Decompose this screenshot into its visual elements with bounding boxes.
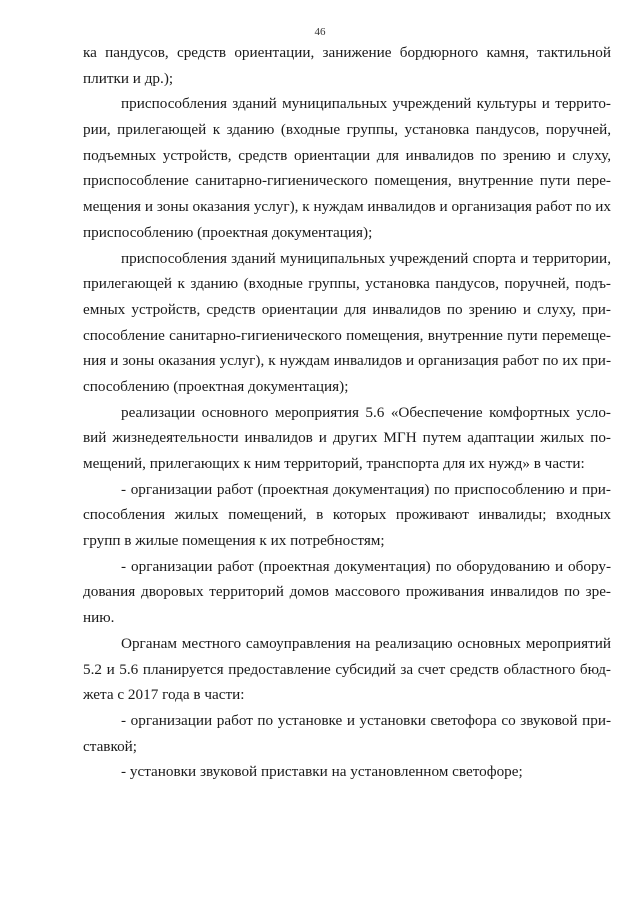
paragraph [83,708,611,759]
paragraph [83,759,611,785]
paragraph-line: способлению (проектная документация); [83,377,349,395]
paragraph [83,40,611,91]
paragraph-line: подъемных устройств, средств ориентации для инвалидов по зрению и слуху, [83,146,611,164]
paragraph-line: реализации основного мероприятия 5.6 «Обеспечение комфортных усло- [121,403,611,421]
paragraph [83,91,611,245]
paragraph-line: приспособления зданий муниципальных учреждений спорта и территории, [121,249,611,267]
paragraph-line: приспособлению (проектная документация); [83,223,373,241]
paragraph-line: Органам местного самоуправления на реализацию основных мероприятий [121,634,611,652]
paragraph [83,477,611,554]
paragraph-line: дования дворовых территорий домов массового проживания инвалидов по зре- [83,583,611,601]
paragraph-line: рии, прилегающей к зданию (входные группы, установка пандусов, поручней, [83,121,611,139]
paragraph-line: плитки и др.); [83,69,174,87]
paragraph [83,631,611,708]
paragraph-line: прилегающей к зданию (входные группы, установка пандусов, поручней, подъ- [83,275,611,293]
paragraph-line: жета с 2017 года в части: [83,686,245,704]
document-body [83,40,611,785]
paragraph-line: приспособление санитарно-гигиенического помещения, внутренние пути пере- [83,172,611,190]
page-number: 46 [314,26,326,38]
paragraph-line: 5.2 и 5.6 планируется предоставление субсидий за счет средств областного бюд- [83,660,611,678]
paragraph-line: способления жилых помещений, в которых проживают инвалиды; входных [83,506,611,524]
paragraph [83,554,611,631]
paragraph-line: ставкой; [83,737,138,755]
paragraph-line: групп в жилые помещения к их потребностям; [83,532,385,550]
paragraph-line: мещений, прилегающих к ним территорий, транспорта для их нужд» в части: [83,455,585,472]
paragraph-line: мещения и зоны оказания услуг), к нуждам инвалидов и организация работ по их [83,198,611,216]
paragraph-line: - организации работ по установке и установки светофора со звуковой при- [121,711,611,729]
paragraph-line: - организации работ (проектная документация) по приспособлению и при- [121,480,611,498]
paragraph-line: способление санитарно-гигиенического помещения, внутренние пути перемеще- [83,326,611,344]
paragraph-line: - установки звуковой приставки на установленном светофоре; [121,763,523,781]
paragraph-line: вий жизнедеятельности инвалидов и других МГН путем адаптации жилых по- [83,429,611,447]
paragraph-line: ка пандусов, средств ориентации, занижение бордюрного камня, тактильной [83,44,611,61]
paragraph-line: ния и зоны оказания услуг), к нуждам инвалидов и организация работ по их при- [83,352,611,370]
paragraph [83,246,611,400]
paragraph-line: емных устройств, средств ориентации для инвалидов по зрению и слуху, при- [83,300,611,318]
paragraph-line: нию. [83,609,115,627]
paragraph-line: - организации работ (проектная документация) по оборудованию и обору- [121,557,611,575]
paragraph-line: приспособления зданий муниципальных учреждений культуры и террито- [121,95,611,113]
paragraph [83,400,611,477]
